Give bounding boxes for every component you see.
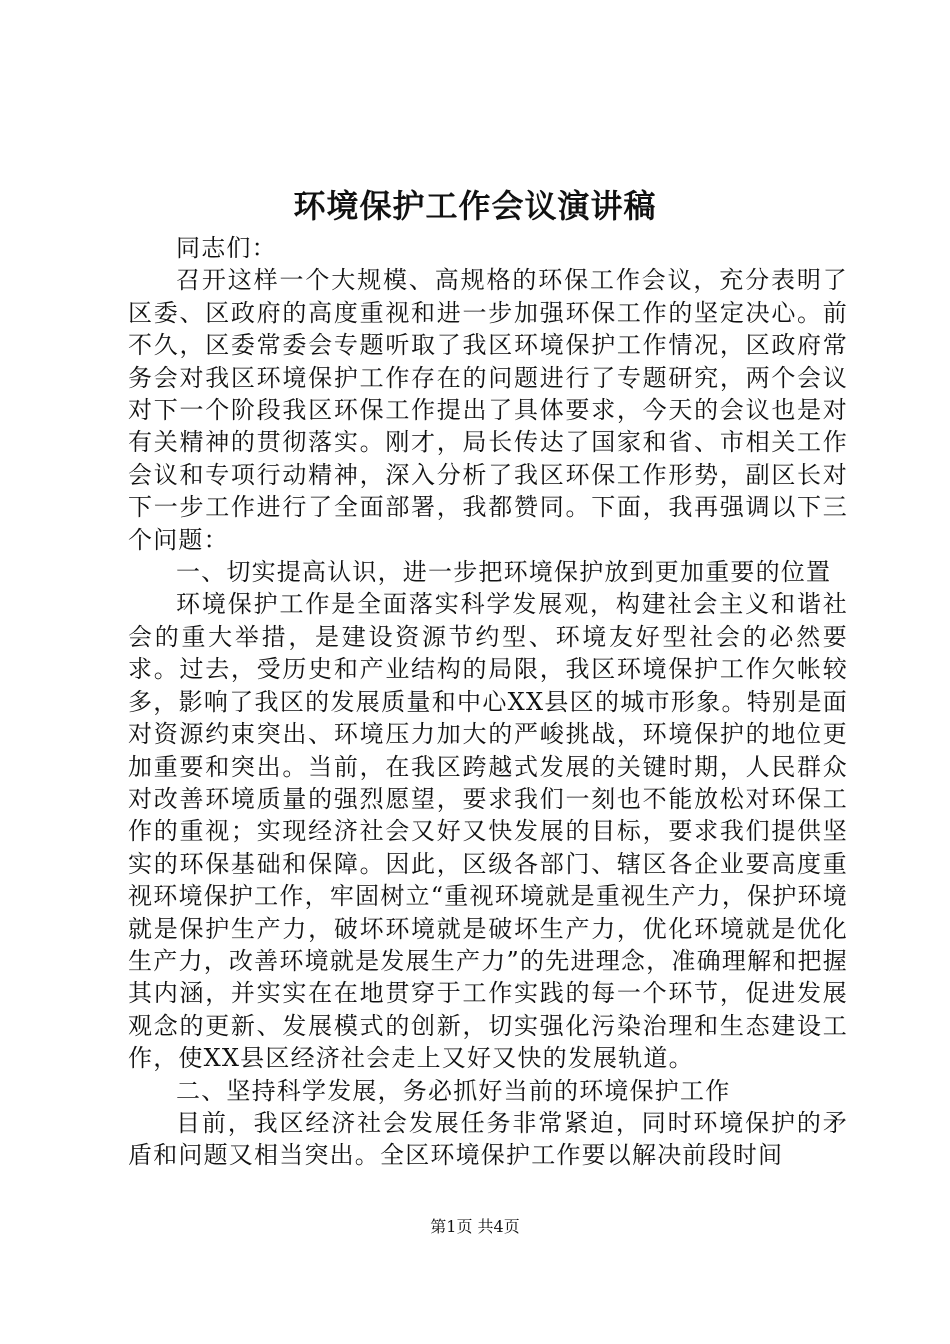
paragraph-intro: 召开这样一个大规模、高规格的环保工作会议，充分表明了区委、区政府的高度重视和进一步加强环保工作的坚定决心。前不久，区委常委会专题听取了我区环境保护工作情况，区政府常务会对我区环境保护工作存在的问题进行了专题研究，两个会议对下一个阶段我区环保工作提出了具体要求，今天的会议也是对有关精神的贯彻落实。刚才，局长传达了国家和省、市相关工作会议和专项行动精神，深入分析了我区环保工作形势，副区长对下一步工作进行了全面部署，我都赞同。下面，我再强调以下三个问题： xyxy=(128,266,848,554)
section-heading-2: 二、坚持科学发展，务必抓好当前的环境保护工作 xyxy=(176,1076,731,1105)
document-title: 环境保护工作会议演讲稿 xyxy=(293,187,657,225)
paragraph-section-1: 环境保护工作是全面落实科学发展观，构建社会主义和谐社会的重大举措，是建设资源节约型、环境友好型社会的必然要求。过去，受历史和产业结构的局限，我区环境保护工作欠帐较多，影响了我区的发展质量和中心XX县区的城市形象。特别是面对资源约束突出、环境压力加大的严峻挑战，环境保护的地位更加重要和突出。当前，在我区跨越式发展的关键时期，人民群众对改善环境质量的强烈愿望，要求我们一刻也不能放松对环保工作的重视；实现经济社会又好又快发展的目标，要求我们提供坚实的环保基础和保障。因此，区级各部门、辖区各企业要高度重视环境保护工作，牢固树立“重视环境就是重视生产力，保护环境就是保护生产力，破坏环境就是破坏生产力，优化环境就是优化生产力，改善环境就是发展生产力”的先进理念，准确理解和把握其内涵，并实实在在地贯穿于工作实践的每一个环节，促进发展观念的更新、发展模式的创新，切实强化污染治理和生态建设工作，使XX县区经济社会走上又好又快的发展轨道。 xyxy=(128,590,848,1073)
salutation: 同志们： xyxy=(176,234,277,262)
section-heading-1: 一、切实提高认识，进一步把环境保护放到更加重要的位置 xyxy=(176,558,832,587)
page-number-footer: 第1页 共4页 xyxy=(430,1217,520,1236)
document-body xyxy=(128,232,848,1172)
paragraph-section-2: 目前，我区经济社会发展任务非常紧迫，同时环境保护的矛盾和问题又相当突出。全区环境保护工作要以解决前段时间 xyxy=(128,1108,848,1170)
